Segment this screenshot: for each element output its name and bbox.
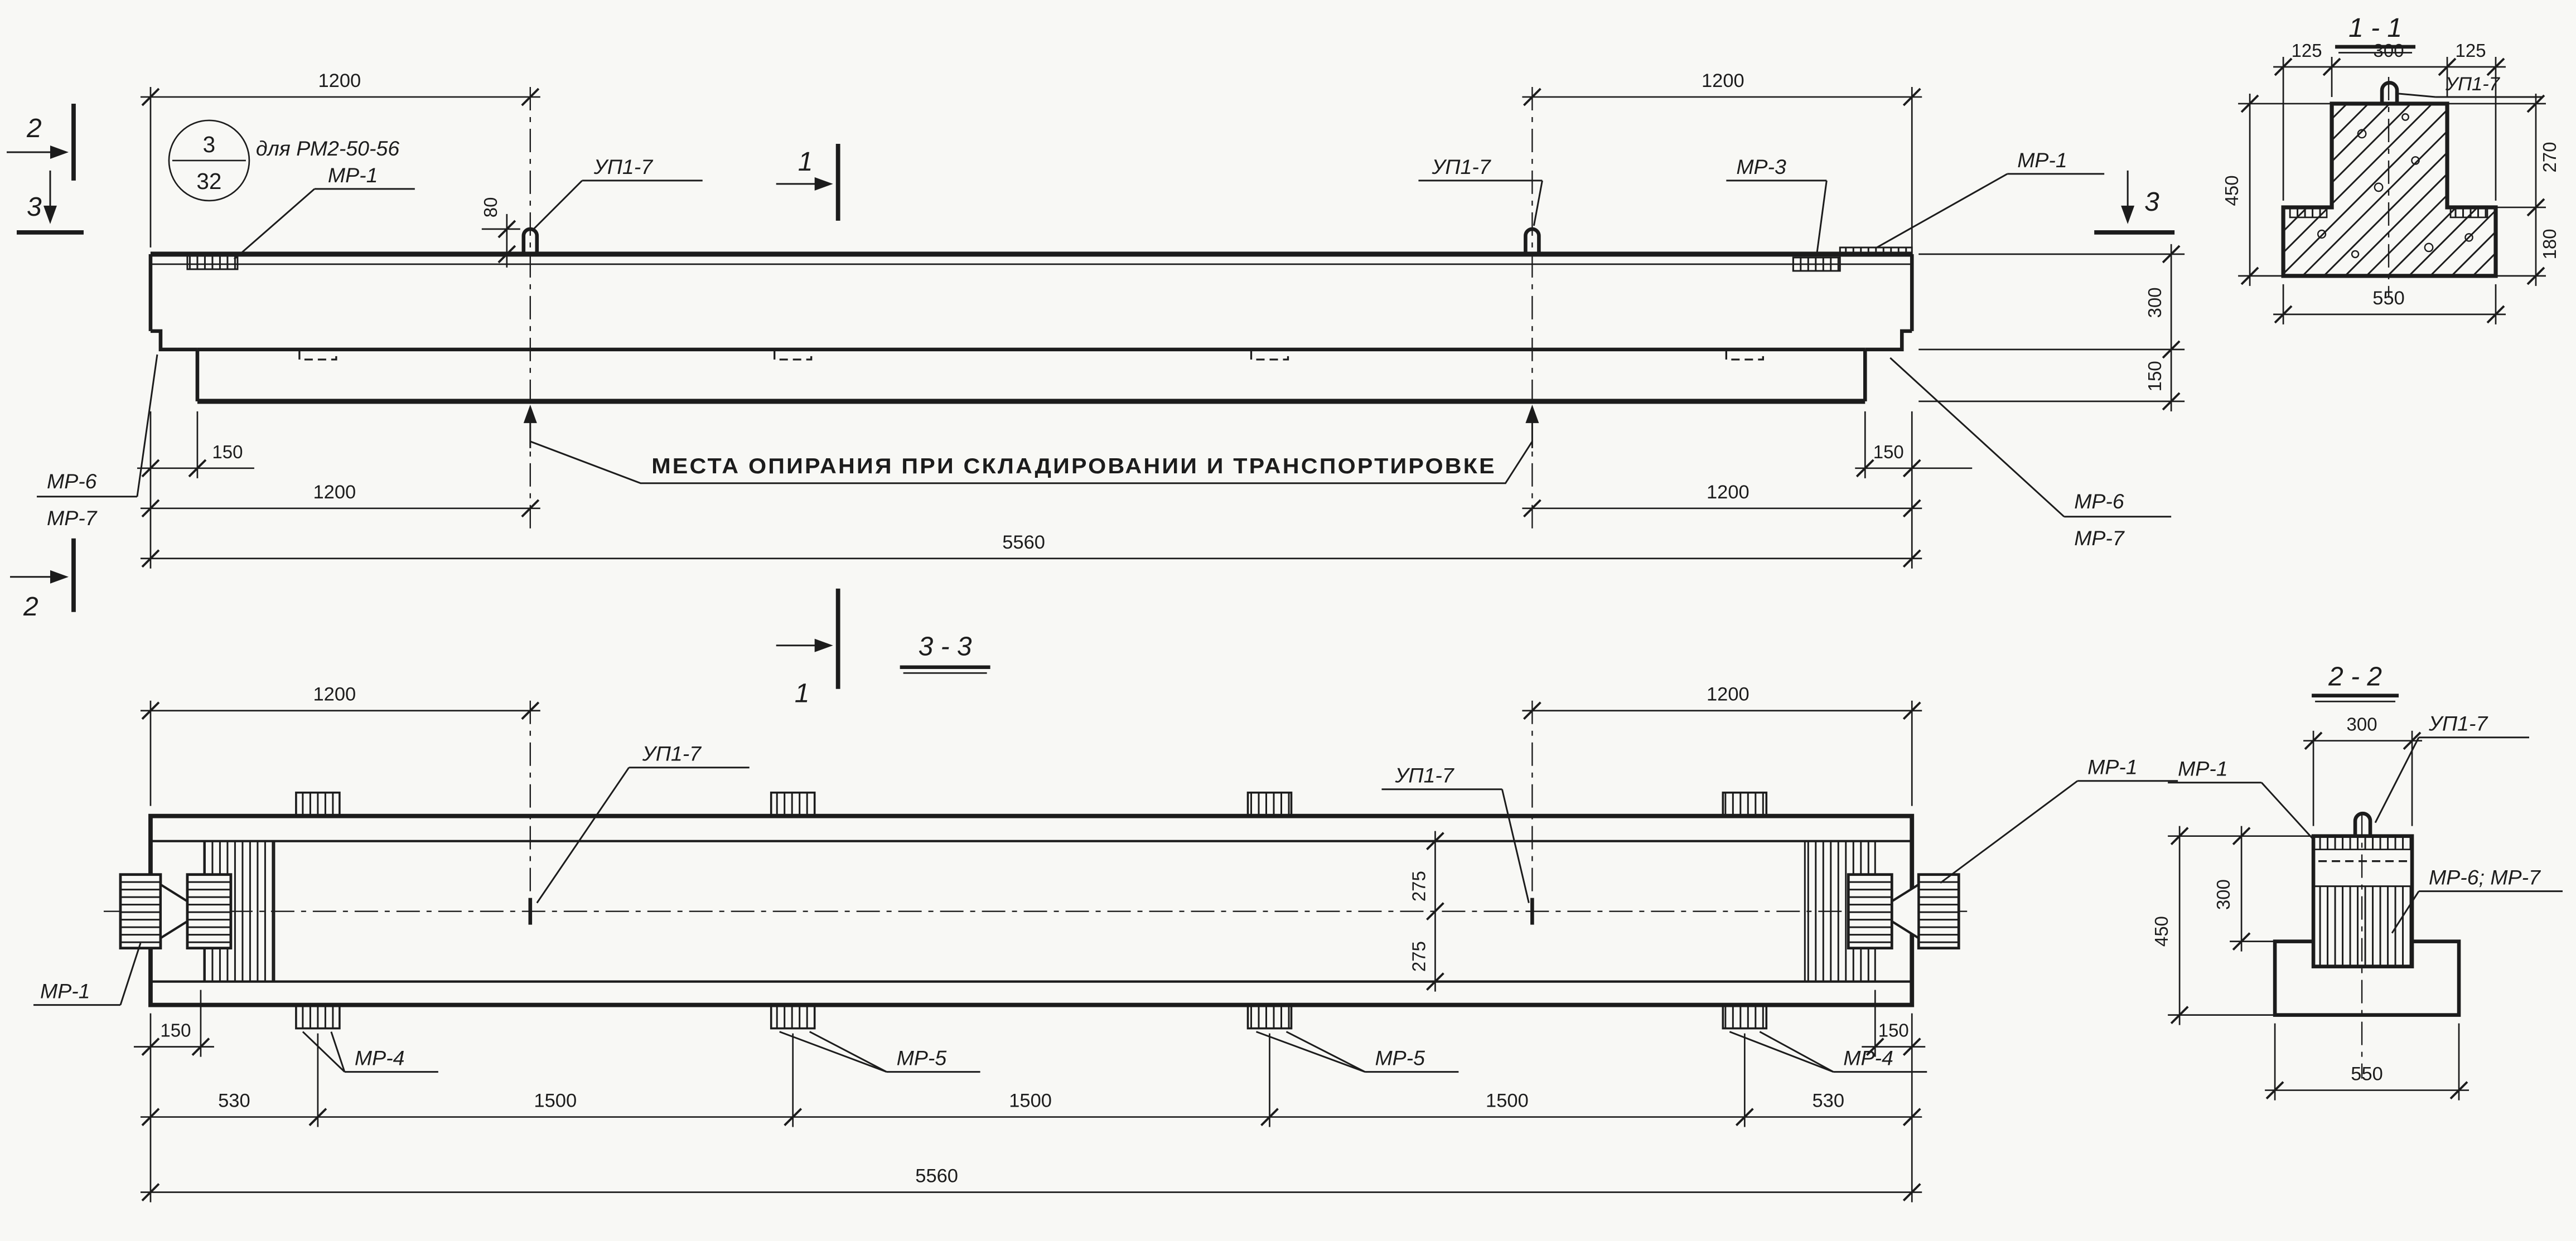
support-note-text: МЕСТА ОПИРАНИЯ ПРИ СКЛАДИРОВАНИИ И ТРАНСПОРТИРОВКЕ [651, 454, 1496, 478]
section-3-3-title: 3 - 3 [918, 632, 972, 662]
callout-sheet: 32 [196, 168, 222, 194]
label-mr5-left [780, 1032, 980, 1072]
cut-label: 3 [26, 192, 42, 222]
elevation-dimensions [137, 70, 2184, 569]
callout-count: 3 [202, 131, 216, 157]
cut-label: 3 [2144, 187, 2159, 217]
dim-125-right: 125 [2455, 40, 2486, 61]
dim-5560-plan: 5560 [915, 1165, 958, 1187]
dim-450: 450 [2151, 916, 2172, 947]
label-mr1-plan-right [1940, 755, 2178, 883]
dim-150-left: 150 [212, 441, 243, 462]
dim-150-height: 150 [2144, 361, 2166, 392]
svg-text:МР-1: МР-1 [2178, 757, 2228, 781]
dim-80: 80 [480, 197, 501, 218]
cut-marker-2-top [7, 104, 74, 181]
svg-text:МР-6; МР-7: МР-6; МР-7 [2429, 865, 2541, 889]
svg-text:МР-1: МР-1 [40, 979, 90, 1003]
label-mr6-mr7-right [1890, 358, 2171, 550]
section-1-1-profile [2283, 104, 2496, 276]
loop-icon [2382, 83, 2397, 103]
label-mr1-section22 [2168, 757, 2313, 840]
anchor-mr1-right [1848, 875, 1959, 948]
dim-450: 450 [2221, 175, 2242, 206]
svg-text:УП1-7: УП1-7 [2445, 73, 2500, 95]
cut-label: 2 [26, 113, 42, 143]
label-up17-section22 [2375, 712, 2529, 823]
label-mr5-right [1256, 1032, 1459, 1072]
dim-530-right: 530 [1812, 1090, 1845, 1112]
label-mr1-plan-left [33, 943, 141, 1005]
svg-text:МР-4: МР-4 [354, 1046, 405, 1070]
svg-text:МР-6: МР-6 [2074, 489, 2124, 513]
dim-300-left: 300 [2213, 879, 2234, 910]
svg-text:МР-7: МР-7 [46, 506, 97, 530]
svg-text:УП1-7: УП1-7 [1432, 154, 1491, 178]
plate-mr1-left [187, 256, 238, 269]
label-mr6-mr7-section22 [2392, 866, 2563, 933]
section-1-1-title: 1 - 1 [2348, 13, 2403, 43]
cut-marker-1-bottom [776, 589, 838, 709]
dim-150-plan-left: 150 [160, 1020, 191, 1041]
label-up17-right [1418, 155, 1542, 226]
elevation-view [7, 70, 2184, 709]
plate-mr1-right [1840, 248, 1912, 256]
svg-text:УП1-7: УП1-7 [642, 741, 702, 765]
dim-1200-top-right: 1200 [1701, 70, 1744, 91]
lug-dashed-marks [299, 351, 1763, 360]
svg-text:УП1-7: УП1-7 [1395, 763, 1454, 787]
dim-550: 550 [2372, 287, 2405, 309]
label-up17-plan-left [537, 742, 750, 903]
dim-1500-3: 1500 [1486, 1090, 1529, 1112]
dim-150-right: 150 [1873, 441, 1904, 462]
dim-300-top: 300 [2346, 714, 2377, 735]
dim-275-upper: 275 [1408, 871, 1429, 902]
callout-mark-mr1: МР-1 [327, 163, 378, 187]
dim-1200-bottom-left: 1200 [313, 481, 356, 503]
dim-275-lower: 275 [1408, 941, 1429, 972]
svg-text:МР-4: МР-4 [1843, 1046, 1893, 1070]
label-mr1-right [1877, 148, 2104, 248]
cut-marker-3-right [2094, 171, 2174, 232]
dim-1200-plan-left: 1200 [313, 683, 356, 705]
dim-300: 300 [2373, 40, 2404, 61]
end-angle-left [151, 331, 197, 350]
dim-1500-1: 1500 [534, 1090, 577, 1112]
svg-text:УП1-7: УП1-7 [2429, 711, 2488, 735]
label-up17-plan-right [1381, 764, 1529, 903]
svg-text:УП1-7: УП1-7 [593, 154, 653, 178]
dim-1200-plan-right: 1200 [1706, 683, 1749, 705]
svg-text:МР-5: МР-5 [896, 1046, 947, 1070]
cut-label: 2 [23, 592, 38, 622]
label-up17-section11 [2399, 74, 2543, 97]
dim-1200-top-left: 1200 [318, 70, 361, 91]
cut-label: 1 [798, 147, 813, 177]
section-1-1 [2221, 13, 2560, 324]
svg-text:МР-7: МР-7 [2074, 526, 2124, 550]
dim-5560-elevation: 5560 [1002, 531, 1045, 553]
callout-note: для РМ2-50-56 [255, 136, 400, 160]
section-3-3 [33, 632, 2178, 1203]
dim-150-plan-right: 150 [1878, 1020, 1909, 1041]
section-2-2 [2151, 662, 2563, 1101]
svg-text:МР-1: МР-1 [2017, 148, 2067, 172]
dim-1200-bottom-right: 1200 [1706, 481, 1749, 503]
plan-dimensions [134, 684, 1925, 1203]
svg-text:МР-5: МР-5 [1375, 1046, 1425, 1070]
end-angle-right [1865, 331, 1912, 350]
beam-outline [151, 254, 1912, 401]
dim-550: 550 [2351, 1063, 2383, 1085]
cut-label: 1 [794, 678, 810, 709]
support-note [524, 405, 1539, 483]
label-up17-left [534, 155, 703, 229]
flange-pad-left [2290, 207, 2327, 217]
anchor-mr1-left [120, 875, 231, 948]
cut-marker-2-bottom [10, 539, 74, 622]
section-2-2-title: 2 - 2 [2328, 662, 2382, 692]
dim-270: 270 [2539, 142, 2560, 173]
dim-1500-2: 1500 [1009, 1090, 1052, 1112]
dim-125-left: 125 [2291, 40, 2322, 61]
dim-530-left: 530 [218, 1090, 250, 1112]
plan-lugs [296, 793, 1766, 1029]
label-mr4-left [303, 1032, 438, 1072]
label-mr6-mr7-left [37, 355, 157, 530]
svg-text:МР-3: МР-3 [1736, 154, 1786, 178]
plate-mr3-right [1793, 258, 1840, 271]
dim-300-height: 300 [2144, 287, 2166, 318]
plan-outline [104, 816, 1974, 1005]
plate-mr1-top [2313, 836, 2412, 850]
dim-180: 180 [2539, 229, 2560, 260]
svg-text:МР-6: МР-6 [46, 469, 97, 493]
flange-pad-right [2451, 207, 2487, 217]
svg-text:МР-1: МР-1 [2087, 755, 2138, 779]
label-mr3 [1726, 155, 1826, 256]
position-callout [169, 120, 415, 259]
loop-icon [2355, 813, 2370, 836]
cut-marker-1-top [776, 144, 838, 221]
